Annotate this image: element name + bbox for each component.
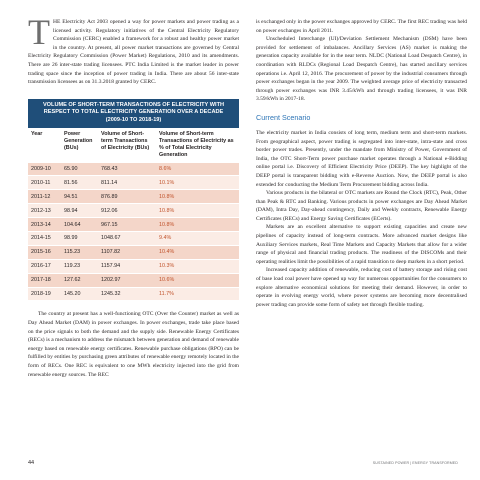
- table-header-row: [28, 128, 239, 163]
- cell-year: 2016-17: [28, 259, 61, 273]
- header-volume-percent: Volume of Short-term Transactions of Electricity as % of Total Electricity Generation: [156, 128, 239, 163]
- cell-power-generation: 115.23: [61, 245, 98, 259]
- intro-text: HE Electricity Act 2003 opened a way for power markets and power trading as a licensed activity. Regulatory initiatives of the Central Electricity Regulatory Commission (CERC) enabled a framework for a robust and healthy power market in the country. At present, all power market transactions are governed by Central Electricity Regulatory Commission (Power Market) Regulations, 2010 and its amendments. There are 26 inter-state trading licensees. PTC India Limited is the market leader in power trading space since the inception of power trading in India. There are about 56 inter-state transmission licensees as on 31.3.2018 granted by CERC.: [28, 19, 239, 86]
- table-row: [28, 162, 239, 176]
- cell-power-generation: 145.20: [61, 287, 98, 301]
- cell-volume: 967.15: [98, 218, 156, 232]
- cell-volume-percent: 8.6%: [156, 162, 239, 176]
- cell-volume: 1048.67: [98, 231, 156, 245]
- left-column: [28, 12, 239, 379]
- cell-volume-percent: 10.1%: [156, 176, 239, 190]
- cell-power-generation: 98.94: [61, 204, 98, 218]
- cell-volume: 768.43: [98, 162, 156, 176]
- cell-power-generation: 65.90: [61, 162, 98, 176]
- cell-year: 2015-16: [28, 245, 61, 259]
- cell-volume-percent: 10.6%: [156, 273, 239, 287]
- cell-volume: 876.89: [98, 190, 156, 204]
- data-table: [28, 128, 239, 302]
- cell-year: 2012-13: [28, 204, 61, 218]
- running-title: SUSTAINED POWER | ENERGY TRANSFORMED: [372, 461, 458, 465]
- short-term-transactions-table: [28, 99, 239, 302]
- cell-volume-percent: 10.4%: [156, 245, 239, 259]
- cell-volume-percent: 11.7%: [156, 287, 239, 301]
- otc-market-paragraph: The country at present has a well-functioning OTC (Over the Counter) market as well as Day Ahead Market (DAM) in power exchanges. In power exchanges, trade take place based on the price signals to both the demand and the supply side. Renewable Energy Certificates (RECs) is a mechanism to address the mismatch between generation and demand of renewable energy based on renewable energy certificates. Renewable purchase obligations (RPO) can be fulfilled by entities by purchasing green attributes of renewable energy remotely located in the form of RECs. One REC is equivalent to one MWh electricity injected into the grid from renewable energy sources. The REC: [28, 311, 239, 378]
- cell-volume: 1157.94: [98, 259, 156, 273]
- cell-volume: 811.14: [98, 176, 156, 190]
- cell-power-generation: 81.56: [61, 176, 98, 190]
- dsm-paragraph: Unscheduled Interchange (UI)/Deviation Settlement Mechanism (DSM) have been provided for settlement of imbalances. Ancillary Services (AS) market is making the generation capacity available for in the near term. NLDC (National Load Despatch Centre), in coordination with RLDCs (Regional Load Despatch Centre), has started ancillary services operations i.e. April 12, 2016. The procurement of power by the industrial consumers through power exchanges began in the year 2009. The weighted average price of electricity transacted through power exchanges was INR 3.45/kWh and through trading licensees, it was INR 3.59/kWh in 2017-18.: [256, 36, 467, 103]
- table-title: VOLUME OF SHORT-TERM TRANSACTIONS OF ELECTRICITY WITH RESPECT TO TOTAL ELECTRICITY GENERATION OVER A DECADE (2009-10 TO 2018-19): [28, 99, 239, 128]
- cell-year: 2013-14: [28, 218, 61, 232]
- drop-cap: T: [28, 12, 50, 52]
- cell-power-generation: 127.62: [61, 273, 98, 287]
- cell-volume: 1107.82: [98, 245, 156, 259]
- cell-volume: 912.06: [98, 204, 156, 218]
- cell-volume-percent: 10.8%: [156, 218, 239, 232]
- table-row: [28, 287, 239, 301]
- table-row: [28, 259, 239, 273]
- rec-trading-paragraph: is exchanged only in the power exchanges approved by CERC. The first REC trading was held on power exchanges in April 2011.: [256, 19, 467, 34]
- header-year: Year: [28, 128, 61, 163]
- table-row: [28, 245, 239, 259]
- cell-volume-percent: 10.3%: [156, 259, 239, 273]
- intro-paragraph: [28, 12, 239, 87]
- cell-volume: 1245.32: [98, 287, 156, 301]
- table-row: [28, 190, 239, 204]
- table-row: [28, 176, 239, 190]
- table-row: [28, 218, 239, 232]
- table-row: [28, 231, 239, 245]
- cell-volume-percent: 10.8%: [156, 204, 239, 218]
- cell-year: 2010-11: [28, 176, 61, 190]
- cell-power-generation: 98.99: [61, 231, 98, 245]
- header-volume: Volume of Short-term Transactions of Electricity (BUs): [98, 128, 156, 163]
- header-power-generation: Power Generation (BUs): [61, 128, 98, 163]
- cell-year: 2014-15: [28, 231, 61, 245]
- current-scenario-paragraph: The electricity market in India consists of long term, medium term and short-term markets. From geographical aspect, power trading is segregated into inter-state, intra-state and cross border power trades. Presently, under the mandate from Ministry of Power, Government of India, the OTC Short-Term power purchase market operates through a National e-Bidding online portal i.e. Discovery of Efficient Electricity Price (DEEP). The key highlight of the DEEP portal is transparent bidding with e-Reverse Auction. Now, the DEEP portal is also extended for conducting the Medium Term Procurement bidding across India.: [256, 129, 467, 188]
- table-row: [28, 204, 239, 218]
- section-heading-current-scenario: Current Scenario: [256, 112, 311, 122]
- cell-volume-percent: 9.4%: [156, 231, 239, 245]
- storage-paragraph: Increased capacity addition of renewable, reducing cost of battery storage and rising cost of base load coal power have opened up way for numerous opportunities for the consumers to explore alternative economical solutions for meeting their demand. However, in order to operate in evolving energy world, where power systems are becoming more decentralised power trading can provide some form of safety net through flexible trading.: [256, 267, 467, 308]
- cell-year: 2018-19: [28, 287, 61, 301]
- table-body: [28, 162, 239, 301]
- page-number: 44: [28, 460, 35, 466]
- cell-power-generation: 119.23: [61, 259, 98, 273]
- cell-year: 2017-18: [28, 273, 61, 287]
- cell-volume: 1202.97: [98, 273, 156, 287]
- cell-year: 2011-12: [28, 190, 61, 204]
- cell-volume-percent: 10.8%: [156, 190, 239, 204]
- right-column: [256, 18, 467, 309]
- markets-paragraph: Markets are an excellent alternative to support existing capacities and create new pipelines of capacity instead of long-term contracts. More advanced market designs like Auxiliary Services markets, Real Time Markets and Capacity Markets that allow for a wider range of physical and financial trading products. The readiness of the DISCOMs and their operating realities limit the possibilities of a rapid transition to deep markets in a short period.: [256, 224, 467, 265]
- cell-power-generation: 94.51: [61, 190, 98, 204]
- cell-year: 2009-10: [28, 162, 61, 176]
- table-row: [28, 273, 239, 287]
- cell-power-generation: 104.64: [61, 218, 98, 232]
- products-paragraph: Various products in the bilateral or OTC markets are Round the Clock (RTC), Peak, Other than Peak & RTC and Banking. Various products in power exchanges are Day Ahead Market (DAM), Intra Day, Day-ahead contingency, Daily and Weekly contracts, Renewable Energy Certificates (RECs) and Energy Saving Certificates (ECerts).: [256, 190, 467, 222]
